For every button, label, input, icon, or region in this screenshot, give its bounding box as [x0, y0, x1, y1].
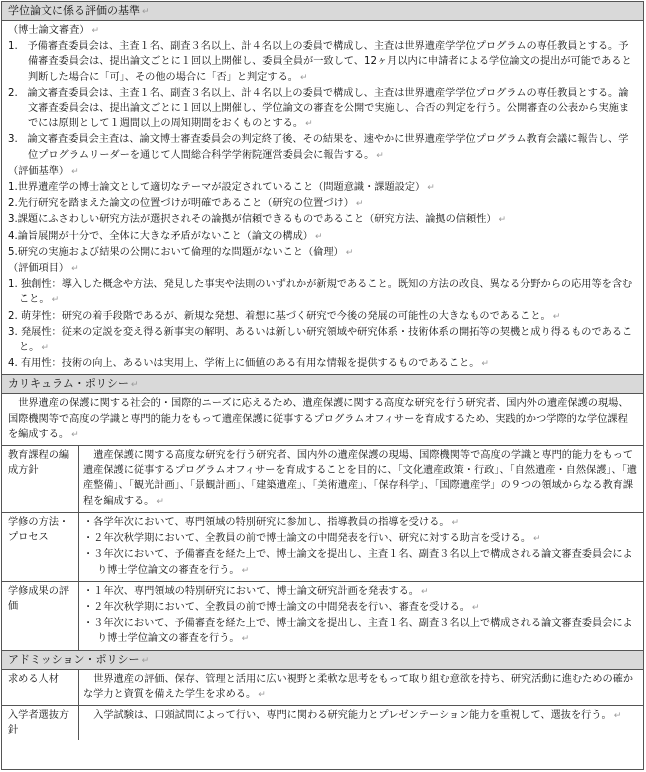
return-mark-icon: ↵: [71, 166, 79, 177]
list-item: 2. 萌芽性：研究の着手段階であるが、新規な発想、着想に基づく研究で今後の発展の可能性の大きなものであること。 ↵: [8, 310, 561, 322]
return-mark-icon: ↵: [258, 689, 266, 700]
row-label: 学修の方法・プロセス: [2, 512, 79, 581]
subheading-evaluation-items: （評価項目） ↵: [8, 263, 79, 275]
return-mark-icon: ↵: [41, 343, 49, 354]
list-item: ・３年次において、予備審査を経た上で、博士論文を提出し、主査１名、副査３名以上で構成される論文審査委員会により博士学位論文の審査を行う。 ↵: [83, 618, 633, 645]
list-item: 4.論旨展開が十分で、全体に大きな矛盾がないこと（論文の構成） ↵: [8, 230, 323, 242]
return-mark-icon: ↵: [345, 247, 354, 258]
table-row: [2, 670, 643, 706]
return-mark-icon: ↵: [498, 215, 507, 226]
row-content: [79, 512, 644, 581]
list-item: 1.世界遺産学の博士論文として適切なテーマが設定されていること（問題意識・課題設定） ↵: [8, 182, 435, 194]
return-mark-icon: ↵: [552, 311, 561, 322]
return-mark-icon: ↵: [142, 7, 150, 17]
return-mark-icon: ↵: [156, 496, 164, 507]
return-mark-icon: ↵: [376, 150, 384, 161]
return-mark-icon: ↵: [613, 710, 622, 721]
return-mark-icon: ↵: [241, 634, 250, 645]
section-title: アドミッション・ポリシー: [8, 652, 140, 666]
section-header-admission-policy: [2, 651, 643, 670]
list-item: 2. 論文審査委員会は、主査１名、副査３名以上、計４名以上の委員で構成し、主査は世界遺産学学位プログラムの専任教員とする。論文審査委員会は、提出論文ごとに１回以上開催し、学位論文の審査を公開で実施し、合否の判定を行う。公開審査の公表から実施までには原則として１週間以上の周知期間をおくものとする。 ↵: [8, 87, 630, 130]
table-row: [2, 705, 643, 740]
list-item: ・２年次秋学期において、全教員の前で博士論文の中間発表を行い、審査を受ける。 ↵: [83, 601, 480, 613]
return-mark-icon: ↵: [533, 534, 541, 545]
section-header-evaluation-criteria: [2, 2, 643, 21]
row-label: 教育課程の編成方針: [2, 446, 79, 512]
list-item: 3.課題にふさわしい研究方法が選択されその論拠が信頼できるものであること（研究方法、論拠の信頼性） ↵: [8, 214, 507, 226]
document-table: [1, 1, 644, 770]
section-title: 学位論文に係る評価の基準: [8, 4, 140, 17]
list-item: 3. 発展性：従来の定説を変え得る新事実の解明、あるいは新しい研究領域や研究体系・技術体系の開拓等の契機と成り得るものであること。 ↵: [8, 326, 633, 354]
list-item: 2.先行研究を踏まえた論文の位置づけが明確であること（研究の位置づけ） ↵: [8, 198, 364, 210]
return-mark-icon: ↵: [481, 359, 489, 370]
row-content: 世界遺産の評価、保存、管理と活用に広い視野と柔軟な思考をもって取り組む意欲を持ち、研究活動に進むための確かな学力と資質を備えた学生を求める。 ↵: [79, 670, 644, 706]
list-item: 3. 論文審査委員会主査は、論文博士審査委員会の判定終了後、その結果を、速やかに世界遺産学学位プログラム教育会議に報告し、学位プログラムリーダーを通じて人間総合科学学術院運営委員会に報告する。 ↵: [8, 134, 629, 161]
return-mark-icon: ↵: [141, 655, 150, 666]
return-mark-icon: ↵: [71, 264, 79, 275]
row-content: [79, 581, 644, 650]
return-mark-icon: ↵: [130, 380, 139, 391]
row-label: 学修成果の評価: [2, 581, 79, 650]
return-mark-icon: ↵: [71, 429, 79, 440]
return-mark-icon: ↵: [305, 119, 313, 130]
section-header-curriculum-policy: [2, 375, 643, 394]
subheading-evaluation-standards: （評価基準） ↵: [8, 165, 79, 177]
admission-table: [2, 670, 643, 741]
return-mark-icon: ↵: [51, 295, 60, 306]
list-item: 5.研究の実施および結果の公開において倫理的な問題がないこと（倫理） ↵: [8, 246, 354, 258]
return-mark-icon: ↵: [355, 199, 364, 210]
list-item: ・１年次、専門領域の特別研究において、博士論文研究計画を発表する。 ↵: [83, 585, 429, 597]
return-mark-icon: ↵: [91, 26, 100, 36]
list-item: ・２年次秋学期において、全教員の前で博士論文の中間発表を行い、研究に対する助言を受ける。 ↵: [83, 533, 541, 545]
curriculum-intro: 世界遺産の保護に関する社会的・国際的ニーズに応えるため、遺産保護に関する高度な研究を行う研究者、国内外の遺産保護の現場、国際機関等で高度の学識と専門的能力をもって遺産保護に従事するプログラムオフィサーを育成するため、実践的かつ学際的な学位課程を編成する。 ↵: [2, 394, 643, 446]
list-item: 1. 予備審査委員会は、主査１名、副査３名以上、計４名以上の委員で構成し、主査は世界遺産学学位プログラムの専任教員とする。予備審査委員会は、提出論文ごとに１回以上開催し、委員全員が一致して、12ヶ月以内に申請者による学位論文の提出が可能であると判断した場合に「可」、その他の場合に「否」と判定する。 ↵: [8, 41, 632, 83]
return-mark-icon: ↵: [314, 231, 323, 242]
list-item: 4. 有用性：技術の向上、あるいは実用上、学術上に価値のある有用な情報を提供するものであること。 ↵: [8, 358, 489, 370]
list-item: ・各学年次において、専門領域の特別研究に参加し、指導教員の指導を受ける。 ↵: [83, 516, 460, 528]
list-item: 1. 独創性：導入した概念や方法、発見した事実や法則のいずれかが新規であること。既知の方法の改良、異なる分野からの応用等を含むこと。 ↵: [8, 279, 633, 306]
return-mark-icon: ↵: [241, 565, 250, 576]
table-row: [2, 581, 643, 650]
subheading-doctoral-review: （博士論文審査） ↵: [8, 25, 100, 36]
return-mark-icon: ↵: [299, 72, 308, 83]
return-mark-icon: ↵: [471, 602, 480, 613]
row-label: 求める人材: [2, 670, 79, 706]
row-content: 遺産保護に関する高度な研究を行う研究者、国内外の遺産保護の現場、国際機関等で高度の学識と専門的能力をもって遺産保護に従事するプログラムオフィサーを育成することを目的に、「文化遺産政策・行政」、「自然遺産・自然保護」、「遺産整備」、「観光計画」、「景観計画」、「建築遺産」、「美術遺産」、「保存科学」、「国際遺産学」の９つの領域からなる教育課程を編成する。 ↵: [79, 446, 644, 512]
return-mark-icon: ↵: [427, 183, 435, 194]
return-mark-icon: ↵: [420, 586, 429, 597]
section-title: カリキュラム・ポリシー: [8, 377, 129, 391]
row-content: 入学試験は、口頭試問によって行い、専門に関わる研究能力とプレゼンテーション能力を重視して、選抜を行う。 ↵: [93, 709, 622, 721]
curriculum-table: [2, 446, 643, 650]
return-mark-icon: ↵: [451, 517, 460, 528]
list-item: ・３年次において、予備審査を経た上で、博士論文を提出し、主査１名、副査３名以上で構成される論文審査委員会により博士学位論文の審査を行う。 ↵: [83, 549, 633, 576]
row-label: 入学者選抜方針: [2, 705, 79, 740]
table-row: [2, 446, 643, 512]
table-row: [2, 512, 643, 581]
section-body-evaluation-criteria: [2, 21, 643, 375]
